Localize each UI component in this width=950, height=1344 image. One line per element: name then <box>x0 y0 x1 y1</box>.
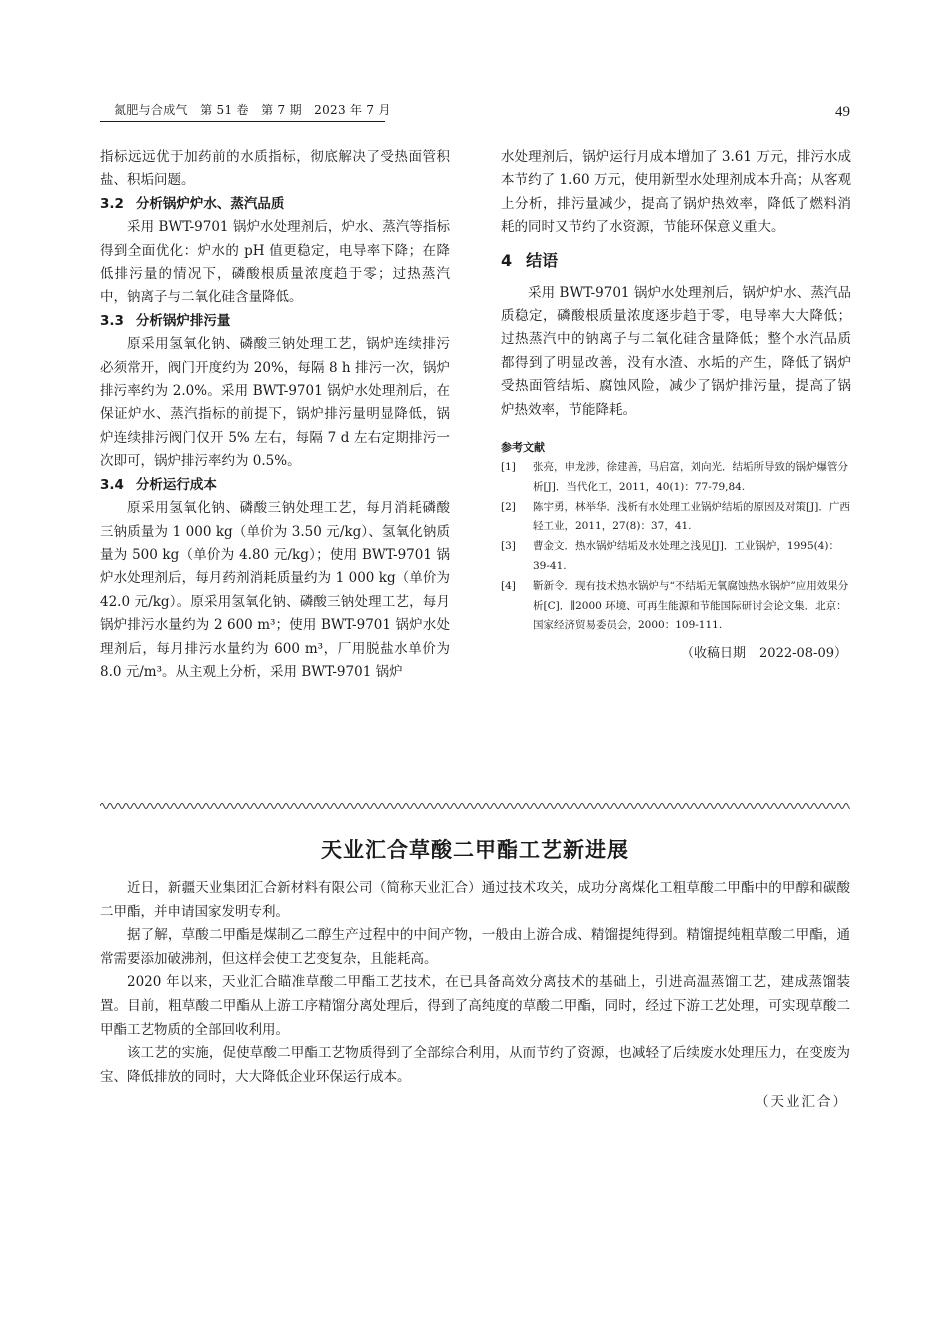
section-title: 结语 <box>526 250 559 270</box>
reference-text: 张亮，申龙涉，徐建善，马启富，刘向光．结垢所导致的锅炉爆管分析[J]．当代化工，2011，40(1)：77-79,84. <box>533 461 848 493</box>
reference-item <box>501 577 851 636</box>
section-number: 3.3 <box>100 312 124 329</box>
reference-item <box>501 458 851 498</box>
section-number: 3.4 <box>100 476 124 493</box>
section-number: 3.2 <box>100 195 124 212</box>
section-number: 4 <box>501 250 513 270</box>
section-3-3-heading <box>100 310 450 333</box>
reference-number: [4] <box>501 579 516 592</box>
news-paragraph: 据了解，草酸二甲酯是煤制乙二醇生产过程中的中间产物，一般由上游合成、精馏提纯得到。精馏提纯粗草酸二甲酯，通常需要添加破沸剂，但这样会使工艺变复杂，且能耗高。 <box>100 927 850 967</box>
received-date: （收稿日期 2022-08-09） <box>681 646 847 662</box>
reference-text: 靳新令．现有技术热水锅炉与“不结垢无氧腐蚀热水锅炉”应用效果分析[C]．∥2000 环境、可再生能源和节能国际研讨会论文集．北京：国家经济贸易委员会，2000：109-111. <box>533 579 849 632</box>
section-4-heading <box>501 249 851 273</box>
news-article-body <box>100 877 850 1115</box>
news-paragraph: 近日，新疆天业集团汇合新材料有限公司（简称天业汇合）通过技术攻关，成功分离煤化工粗草酸二甲酯中的甲醇和碳酸二甲酯，并申请国家发明专利。 <box>100 880 850 920</box>
reference-number: [2] <box>501 500 516 513</box>
section-3-2-heading <box>100 193 450 216</box>
reference-item <box>501 498 851 538</box>
section-3-3-paragraph: 原采用氢氧化钠、磷酸三钠处理工艺，锅炉连续排污必须常开，阀门开度约为 20%，每隔 8 h 排污一次，锅炉排污率约为 2.0%。采用 BWT-9701 锅炉水处理剂后，在保证炉水、蒸汽指标的前提下，锅炉排污量明显降低，锅炉连续排污阀门仅开 5% 左右，每隔 7 d 左右定期排污一次即可，锅炉排污率约为 0.5%。 <box>100 336 450 470</box>
paragraph-continued: 水处理剂后，锅炉运行月成本增加了 3.61 万元，排污水成本节约了 1.60 万元，使用新型水处理剂成本升高；从客观上分析，排污量减少，提高了锅炉热效率，降低了燃料消耗的同时又节约了水资源，节能环保意义重大。 <box>501 149 851 236</box>
header-rule <box>100 121 385 122</box>
reference-number: [1] <box>501 461 516 474</box>
conclusion-paragraph: 采用 BWT-9701 锅炉水处理剂后，锅炉炉水、蒸汽品质稳定，磷酸根质量浓度逐步趋于零，电导率大大降低；过热蒸汽中的钠离子与二氧化硅含量降低；整个水汽品质都得到了明显改善，没有水渣、水垢的产生，降低了锅炉受热面管结垢、腐蚀风险，减少了锅炉排污量，提高了锅炉热效率，节能降耗。 <box>501 284 851 418</box>
news-paragraph: 2020 年以来，天业汇合瞄准草酸二甲酯工艺技术，在已具备高效分离技术的基础上，引进高温蒸馏工艺，建成蒸馏装置。目前，粗草酸二甲酯从上游工序精馏分离处理后，得到了高纯度的草酸二甲酯，同时，经过下游工艺处理，可实现草酸二甲酯工艺物质的全部回收利用。 <box>100 974 850 1038</box>
section-3-4-paragraph: 原采用氢氧化钠、磷酸三钠处理工艺，每月消耗磷酸三钠质量为 1 000 kg（单价为 3.50 元/kg）、氢氧化钠质量为 500 kg（单价为 4.80 元/kg）；使用 BWT-9701 锅炉水处理剂后，每月药剂消耗质量约为 1 000 kg（单价为 42.0 元/kg）。原采用氢氧化钠、磷酸三钠处理工艺，每月锅炉排污水量约为 2 600 m³；使用 BWT-9701 锅炉水处理剂后，每月排污水量约为 600 m³，厂用脱盐水单价为 8.0 元/m³。从主观上分析，采用 BWT-9701 锅炉 <box>100 500 450 680</box>
news-paragraph: 该工艺的实施，促使草酸二甲酯工艺物质得到了全部综合利用，从而节约了资源，也减轻了后续废水处理压力，在变废为宝、降低排放的同时，大大降低企业环保运行成本。 <box>100 1045 850 1085</box>
reference-item <box>501 537 851 577</box>
decorative-divider <box>100 800 850 812</box>
news-article-title: 天业汇合草酸二甲酯工艺新进展 <box>321 838 629 862</box>
reference-text: 曹金文．热水锅炉结垢及水处理之浅见[J]．工业锅炉，1995(4)：39-41. <box>533 540 839 573</box>
section-title: 分析运行成本 <box>135 476 217 493</box>
section-title: 分析锅炉炉水、蒸汽品质 <box>135 195 285 212</box>
left-column <box>100 146 450 684</box>
section-3-2-paragraph: 采用 BWT-9701 锅炉水处理剂后，炉水、蒸汽等指标得到全面优化：炉水的 pH 值更稳定，电导率下降；在降低排污量的情况下，磷酸根质量浓度趋于零；过热蒸汽中，钠离子与二氧化硅含量降低。 <box>100 219 450 306</box>
reference-text: 陈宇勇，林举华．浅析有水处理工业锅炉结垢的原因及对策[J]．广西轻工业，2011，27(8)：37，41. <box>533 500 850 533</box>
section-title: 分析锅炉排污量 <box>135 312 231 329</box>
page-number: 49 <box>835 104 850 120</box>
reference-number: [3] <box>501 540 516 553</box>
journal-header: 氮肥与合成气 第 51 卷 第 7 期 2023 年 7 月 <box>114 103 391 117</box>
paragraph-continued: 指标远远优于加药前的水质指标，彻底解决了受热面管积盐、积垢问题。 <box>100 149 450 189</box>
right-column <box>501 146 851 666</box>
references-heading: 参考文献 <box>501 441 545 455</box>
section-3-4-heading <box>100 474 450 497</box>
news-source: （天业汇合） <box>755 1094 848 1111</box>
